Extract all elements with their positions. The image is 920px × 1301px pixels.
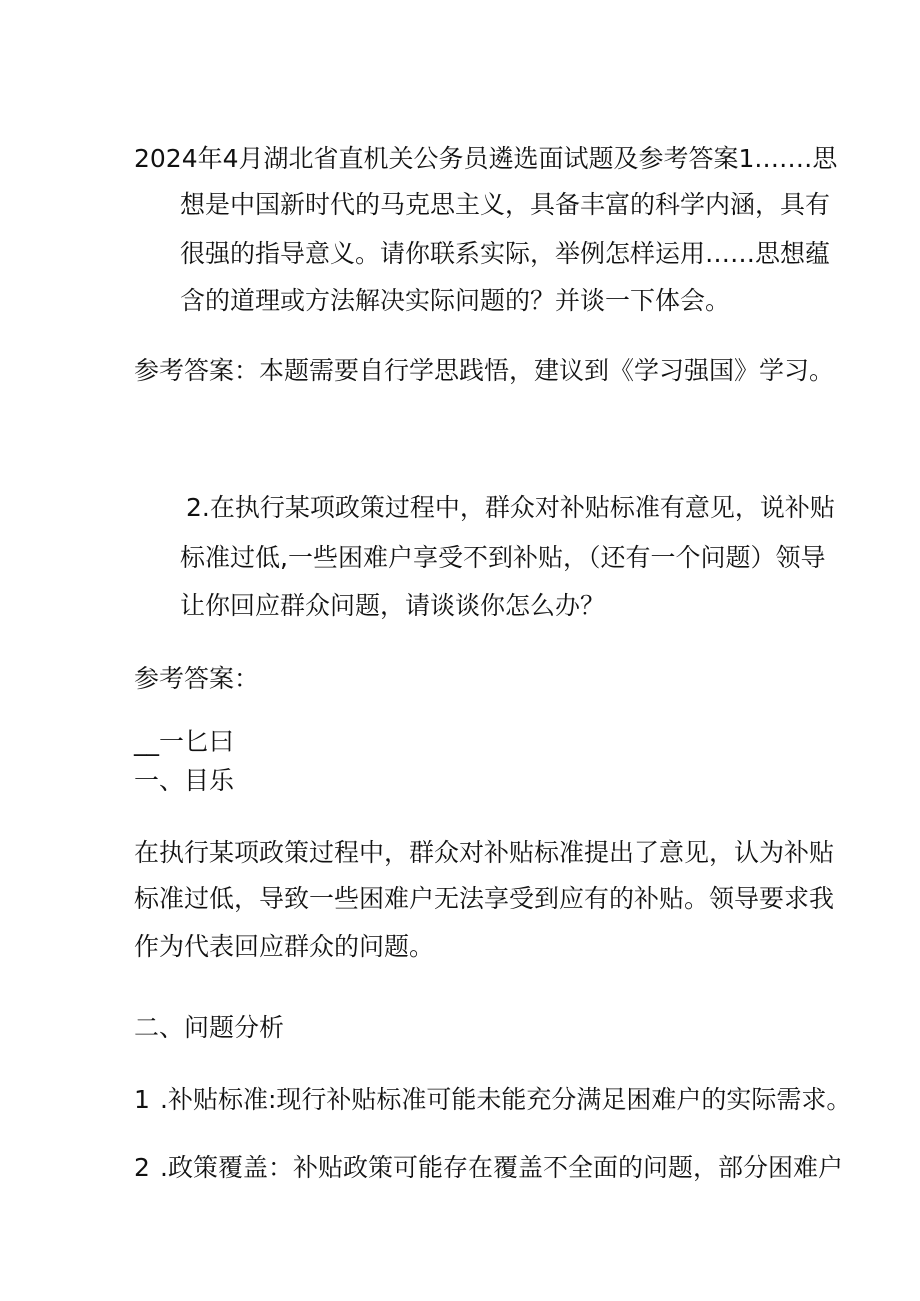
section-2-item-1-number: 1 <box>134 1085 150 1114</box>
question-2-answer-label: 参考答案： <box>134 664 260 693</box>
question-1-line-1: 2024年4月湖北省直机关公务员遴选面试题及参考答案1.……思 <box>134 144 838 173</box>
question-1-line-4: 含的道理或方法解决实际问题的？并谈一下体会。 <box>180 286 731 315</box>
question-2-line-2: 标准过低,一些困难户享受不到补贴，（还有一个问题）领导 <box>180 543 826 572</box>
question-1-answer: 参考答案：本题需要自行学思践悟，建议到《学习强国》学习。 <box>134 356 835 385</box>
section-2-item-2-text: .政策覆盖：补贴政策可能存在覆盖不全面的问题，部分困难户 <box>160 1153 843 1182</box>
section-1-line-2: 标准过低，导致一些困难户无法享受到应有的补贴。领导要求我 <box>134 884 835 913</box>
section-2-item-1-text: .补贴标准:现行补贴标准可能未能充分满足困难户的实际需求。 <box>160 1085 852 1114</box>
toc-garbled-line: __一匕曰 <box>134 727 235 756</box>
section-1-line-3: 作为代表回应群众的问题。 <box>134 932 435 961</box>
question-2-line-1: 2.在执行某项政策过程中，群众对补贴标准有意见，说补贴 <box>186 493 835 522</box>
section-2-item-2-number: 2 <box>134 1153 150 1182</box>
toc-heading: 一、目乐 <box>134 766 235 795</box>
question-1-line-3: 很强的指导意义。请你联系实际，举例怎样运用……思想蕴 <box>180 239 831 268</box>
section-1-line-1: 在执行某项政策过程中，群众对补贴标准提出了意见，认为补贴 <box>134 838 835 867</box>
question-2-line-3: 让你回应群众问题，请谈谈你怎么办？ <box>180 591 606 620</box>
question-1-line-2: 想是中国新时代的马克思主义，具备丰富的科学内涵，具有 <box>180 190 831 219</box>
section-2-heading: 二、问题分析 <box>134 1013 285 1042</box>
